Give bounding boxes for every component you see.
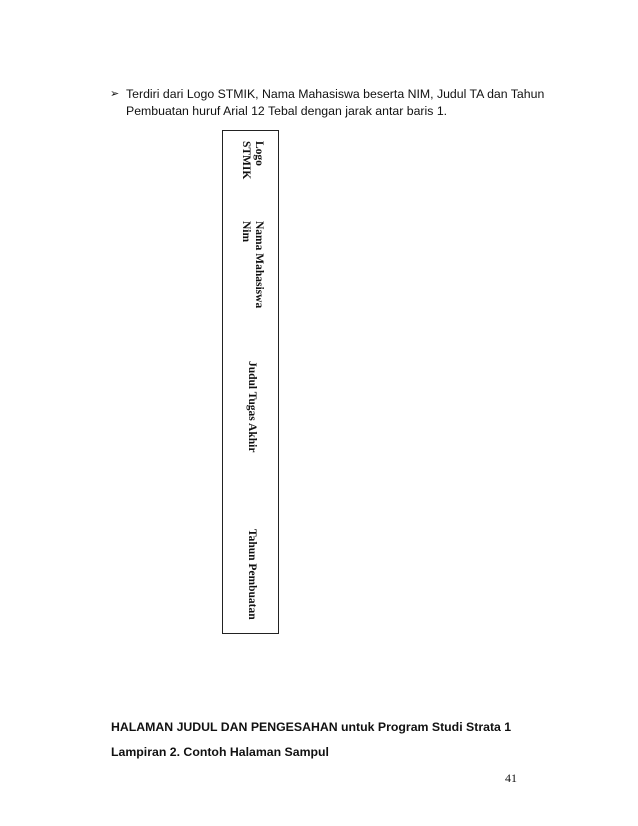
section-heading: HALAMAN JUDUL DAN PENGESAHAN untuk Program Studi Strata 1: [111, 720, 512, 734]
bullet-item: [110, 86, 550, 120]
arrow-bullet-icon: ➢: [110, 88, 120, 100]
spine-logo-label: Logo: [253, 141, 265, 166]
spine-judul-label: Judul Tugas Akhir: [246, 361, 258, 453]
spine-nama-block: [239, 221, 265, 308]
appendix-heading: Lampiran 2. Contoh Halaman Sampul: [111, 745, 329, 759]
spine-nim-label: Nim: [240, 221, 252, 243]
bullet-text-line-1: Terdiri dari Logo STMIK, Nama Mahasiswa beserta NIM, Judul TA dan Tahun: [126, 87, 545, 101]
spine-stmik-label: STMIK: [240, 141, 252, 180]
spine-nama-mahasiswa-label: Nama Mahasiswa: [253, 221, 265, 309]
book-spine-diagram: [222, 130, 279, 634]
spine-logo-block: [239, 141, 265, 179]
spine-tahun-label: Tahun Pembuatan: [246, 529, 258, 620]
page-number: 41: [505, 771, 517, 785]
bullet-text-line-2: Pembuatan huruf Arial 12 Tebal dengan jarak antar baris 1.: [126, 104, 448, 118]
